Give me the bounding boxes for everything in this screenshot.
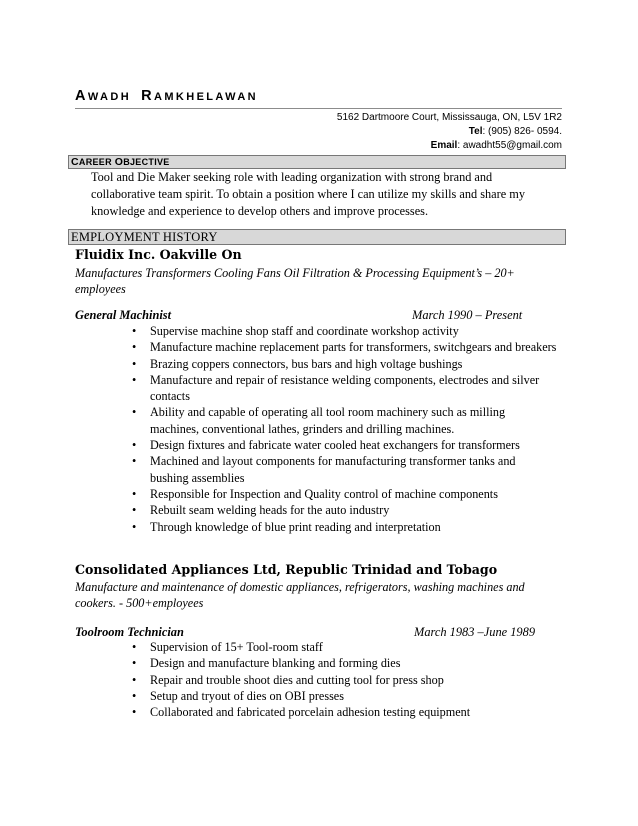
job-title: General Machinist xyxy=(75,308,172,322)
bullet-icon: • xyxy=(132,438,137,453)
tel-value: : (905) 826- 0594. xyxy=(482,126,562,137)
career-objective-text: Tool and Die Maker seeking role with leading organization with strong brand and collaborative team spirit. To obtain a position where I can utilize my skills and share my knowledge and experience to develop others and improve processes. xyxy=(91,170,525,218)
company-description: Manufacture and maintenance of domestic appliances, refrigerators, washing machines and cookers. - 500+employees xyxy=(75,580,525,610)
job-heading xyxy=(75,307,545,323)
bullet-icon: • xyxy=(132,324,137,338)
bullet-icon: • xyxy=(132,672,137,687)
duties-list xyxy=(132,639,557,720)
list-item: • Responsible for Inspection and Quality control of machine components xyxy=(132,486,498,501)
header-divider xyxy=(75,108,562,109)
name-first-rest: WADH xyxy=(87,91,132,103)
job-dates: March 1990 – Present xyxy=(412,308,523,322)
job-dates: March 1983 –June 1989 xyxy=(414,625,536,639)
career-heading-rest-2: BJECTIVE xyxy=(123,157,170,167)
bullet-icon: • xyxy=(132,688,137,703)
bullet-icon: • xyxy=(132,405,137,420)
list-item: • Design and manufacture blanking and forming dies xyxy=(132,656,401,671)
career-heading-initial-2: O xyxy=(114,156,124,168)
contact-block xyxy=(337,111,562,153)
name-first-initial: A xyxy=(75,88,88,104)
name-last-initial: R xyxy=(141,88,154,104)
bullet-icon: • xyxy=(132,640,137,654)
bullet-icon: • xyxy=(132,656,137,671)
list-item: • Supervise machine shop staff and coordinate workshop activity xyxy=(132,324,459,338)
email-value: : awadht55@gmail.com xyxy=(457,140,562,151)
job-heading xyxy=(75,624,545,640)
bullet-icon: • xyxy=(132,486,137,501)
list-item: • Collaborated and fabricated porcelain adhesion testing equipment xyxy=(132,705,471,720)
career-heading-initial-1: C xyxy=(71,156,79,168)
telephone-line xyxy=(337,125,562,139)
list-item: • Brazing coppers connectors, bus bars and high voltage bushings xyxy=(132,356,463,371)
name-last-rest: AMKHELAWAN xyxy=(153,91,259,103)
list-item: • Ability and capable of operating all tool room machinery such as milling machines, conventional lathes, grinders and drilling machines. xyxy=(132,405,506,436)
bullet-icon: • xyxy=(132,503,137,518)
list-item: • Repair and trouble shoot dies and cutting tool for press shop xyxy=(132,672,444,687)
company-name: Consolidated Appliances Ltd, Republic Trinidad and Tobago xyxy=(75,562,498,577)
email-line xyxy=(337,139,562,153)
employment-history-heading: EMPLOYMENT HISTORY xyxy=(68,229,566,245)
list-item: • Manufacture machine replacement parts for transformers, switchgears and breakers xyxy=(132,340,557,355)
list-item: • Machined and layout components for manufacturing transformer tanks and bushing assemblies xyxy=(132,454,516,485)
list-item: • Supervision of 15+ Tool-room staff xyxy=(132,640,323,654)
job-title: Toolroom Technician xyxy=(75,625,184,639)
list-item: • Rebuilt seam welding heads for the auto industry xyxy=(132,503,390,518)
tel-label: Tel xyxy=(468,126,483,137)
bullet-icon: • xyxy=(132,519,137,534)
company-name: Fluidix Inc. Oakville On xyxy=(75,247,242,262)
duties-list xyxy=(132,323,557,535)
list-item: • Through knowledge of blue print reading and interpretation xyxy=(132,519,441,534)
email-label: Email xyxy=(430,140,458,151)
career-heading-rest-1: AREER xyxy=(78,157,112,167)
bullet-icon: • xyxy=(132,340,137,355)
applicant-name xyxy=(75,89,258,104)
company-description: Manufactures Transformers Cooling Fans Oil Filtration & Processing Equipment’s – 20+ employees xyxy=(75,266,515,296)
address: 5162 Dartmoore Court, Mississauga, ON, L5V 1R2 xyxy=(336,112,562,123)
list-item: • Setup and tryout of dies on OBI presses xyxy=(132,688,344,703)
bullet-icon: • xyxy=(132,356,137,371)
bullet-icon: • xyxy=(132,454,137,469)
list-item: • Design fixtures and fabricate water cooled heat exchangers for transformers xyxy=(132,438,520,453)
bullet-icon: • xyxy=(132,705,137,720)
bullet-icon: • xyxy=(132,372,137,387)
list-item: • Manufacture and repair of resistance welding components, electrodes and silver contacts xyxy=(132,372,540,404)
career-objective-heading xyxy=(68,155,566,169)
